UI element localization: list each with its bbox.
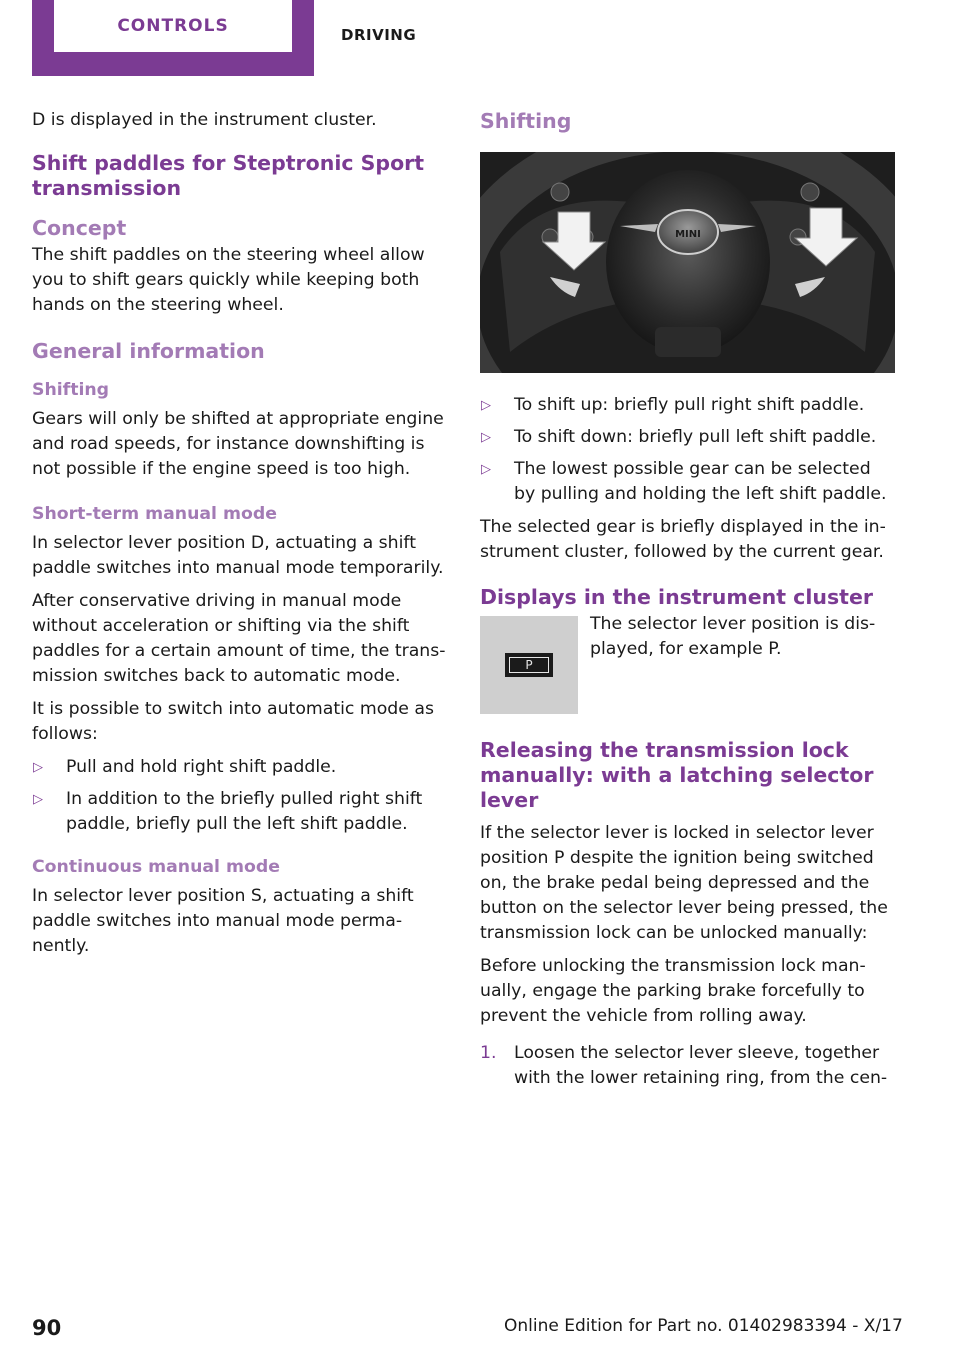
shifting-list bbox=[480, 393, 895, 507]
heading-shifting-right: Shifting bbox=[480, 109, 572, 133]
intro-text: D is displayed in the instrument cluster. bbox=[32, 110, 377, 130]
list-item-text: To shift down: briefly pull left shift paddle. bbox=[514, 427, 877, 447]
list-item bbox=[480, 393, 895, 418]
triangle-right-outline-icon: ▷ bbox=[481, 430, 491, 445]
list-item bbox=[480, 457, 895, 507]
heading-short-term-manual-mode: Short-term manual mode bbox=[32, 504, 277, 524]
selector-position-letter: P bbox=[509, 657, 549, 673]
footer-edition: Online Edition for Part no. 01402983394 - X/17 bbox=[504, 1316, 903, 1336]
steering-wheel-logo: MINI bbox=[675, 229, 701, 240]
short-term-text-2: After conservative driving in manual mode without acceleration or shifting via the shift paddles for a certain amount of time, the trans‐ mission switches back to automatic mode. bbox=[32, 591, 446, 686]
selector-position-box bbox=[505, 653, 553, 677]
short-term-text-1: In selector lever position D, actuating a shift paddle switches into manual mode temporarily. bbox=[32, 533, 444, 578]
header-tab-driving: DRIVING bbox=[341, 26, 417, 44]
short-term-text-3: It is possible to switch into automatic mode as follows: bbox=[32, 699, 434, 744]
left-column bbox=[32, 108, 447, 967]
list-item-text: In addition to the briefly pulled right shift paddle, briefly pull the left shift paddle. bbox=[66, 789, 423, 834]
heading-displays-instrument-cluster: Displays in the instrument cluster bbox=[480, 585, 873, 609]
step-text: Loosen the selector lever sleeve, together with the lower retaining ring, from the cen‐ bbox=[514, 1043, 888, 1088]
header-tab-controls-label: CONTROLS bbox=[54, 0, 292, 52]
triangle-right-outline-icon: ▷ bbox=[481, 398, 491, 413]
header-tab-controls bbox=[32, 0, 314, 76]
list-item bbox=[32, 755, 447, 780]
release-text-2: Before unlocking the transmission lock man‐ ually, engage the parking brake forcefully to prevent the vehicle from rolling away. bbox=[480, 956, 866, 1026]
release-steps bbox=[480, 1041, 895, 1091]
heading-shifting-left: Shifting bbox=[32, 380, 110, 400]
list-item-text: Pull and hold right shift paddle. bbox=[66, 757, 337, 777]
triangle-right-outline-icon: ▷ bbox=[481, 462, 491, 477]
heading-concept: Concept bbox=[32, 216, 127, 240]
heading-continuous-manual-mode: Continuous manual mode bbox=[32, 857, 280, 877]
page-number: 90 bbox=[32, 1316, 62, 1340]
triangle-right-outline-icon: ▷ bbox=[33, 760, 43, 775]
automatic-mode-list bbox=[32, 755, 447, 837]
release-text-1: If the selector lever is locked in selector lever position P despite the ignition being switched on, the brake pedal being depressed and the button on the selector lever being pressed, the transmission lock can be unlocked manually: bbox=[480, 823, 888, 943]
shifting-text: Gears will only be shifted at appropriate engine and road speeds, for instance downshifting is not possible if the engine speed is too high. bbox=[32, 409, 444, 479]
display-example bbox=[480, 612, 895, 714]
list-item bbox=[32, 787, 447, 837]
list-item bbox=[480, 425, 895, 450]
instrument-display-thumbnail bbox=[480, 616, 578, 714]
triangle-right-outline-icon: ▷ bbox=[33, 792, 43, 807]
steering-wheel-photo bbox=[480, 152, 895, 373]
heading-general-information: General information bbox=[32, 339, 265, 363]
displays-text: The selector lever position is dis‐ played, for example P. bbox=[590, 614, 876, 659]
step-number: 1. bbox=[480, 1043, 497, 1063]
list-item bbox=[480, 1041, 895, 1091]
concept-text: The shift paddles on the steering wheel allow you to shift gears quickly while keeping both hands on the steering wheel. bbox=[32, 245, 425, 315]
heading-shift-paddles: Shift paddles for Steptronic Sport transmission bbox=[32, 151, 425, 200]
right-column bbox=[480, 108, 895, 1099]
selected-gear-text: The selected gear is briefly displayed in the in‐ strument cluster, followed by the current gear. bbox=[480, 517, 886, 562]
continuous-text: In selector lever position S, actuating a shift paddle switches into manual mode perma‐ nently. bbox=[32, 886, 414, 956]
heading-releasing-transmission-lock: Releasing the transmission lock manually: with a latching selector lever bbox=[480, 738, 874, 812]
list-item-text: The lowest possible gear can be selected by pulling and holding the left shift paddle. bbox=[514, 459, 887, 504]
list-item-text: To shift up: briefly pull right shift paddle. bbox=[514, 395, 865, 415]
